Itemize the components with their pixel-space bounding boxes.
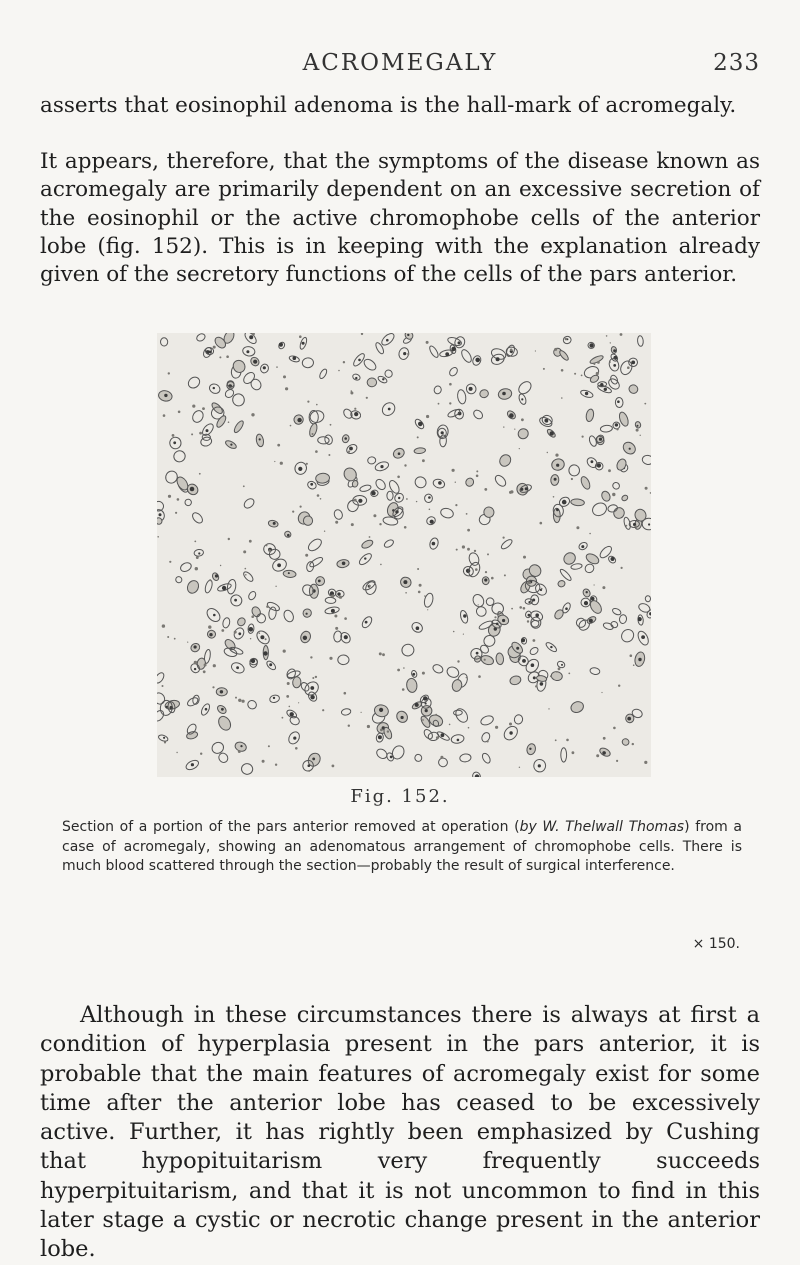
caption-credit: by W. Thelwall Thomas (519, 819, 685, 835)
caption-text-2: ) from a case of acromegaly, showing an adenomatous arrangement of chromophobe cells. There is much blood scattered through the section—probably the result of surgical interference. (62, 819, 742, 874)
paragraph-hyperplasia: Although in these circumstances there is always at first a condition of hyperplasia present in the pars anterior, it is probable that the main features of acromegaly exist for some time after the anterior lobe has ceased to be excessively active. Further, it has rightly been emphasized by Cushing that hypopituitarism very frequently succeeds hyperpituitarism, and that it is not uncommon to find in this later stage a cystic or necrotic change present in the anterior lobe. (40, 1002, 760, 1263)
cell-cluster (157, 333, 651, 777)
figure-caption (62, 818, 742, 877)
page-number: 233 (713, 50, 760, 76)
histology-micrograph (157, 333, 651, 777)
micrograph-illustration (157, 333, 651, 777)
figure-label: Fig. 152. (350, 786, 450, 807)
page-header (40, 50, 760, 90)
magnification-label: × 150. (692, 936, 740, 952)
running-head: ACROMEGALY (302, 50, 498, 76)
paragraph-symptoms: It appears, therefore, that the symptoms of the disease known as acromegaly are primarily dependent on an excessive secretion of the eosinophil or the active chromophobe cells of the anterior lobe (fig. 152). This is in keeping with the explanation already given of the secretory functions of the cells of the pars anterior. (40, 149, 760, 288)
paragraph-continuation: asserts that eosinophil adenoma is the hall-mark of acromegaly. (40, 93, 737, 118)
caption-text-1: Section of a portion of the pars anterior removed at operation ( (62, 819, 520, 835)
